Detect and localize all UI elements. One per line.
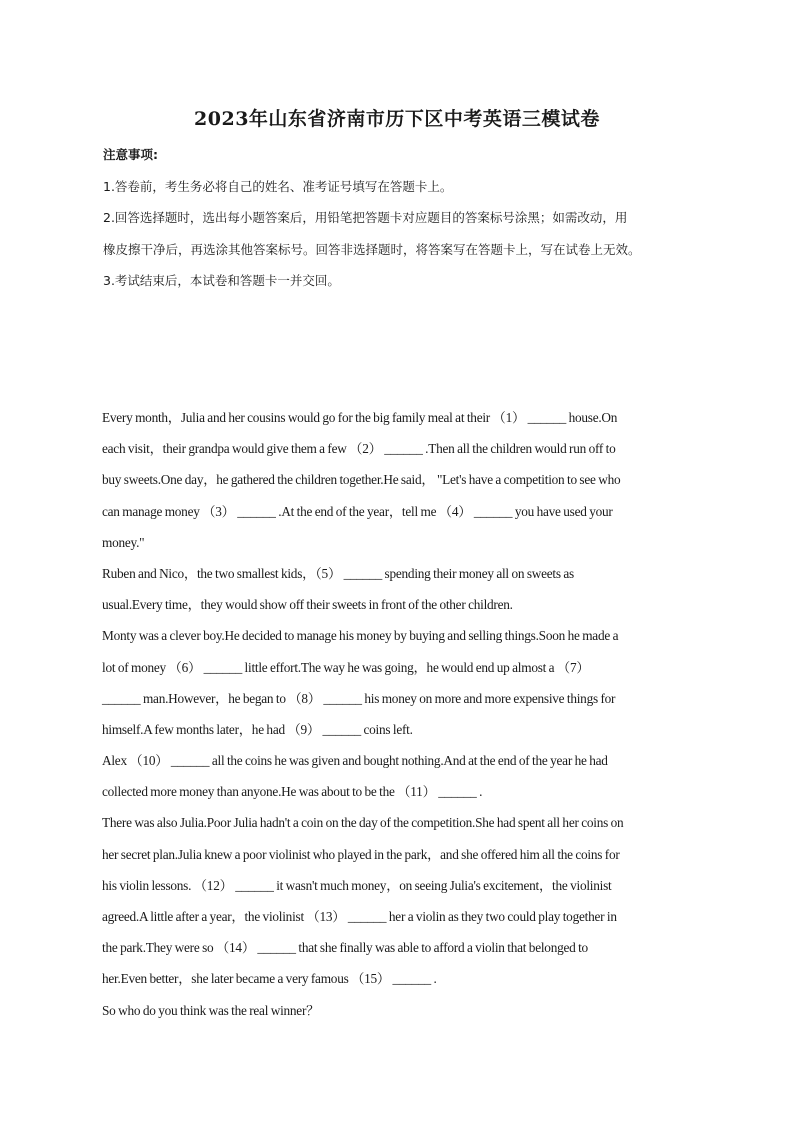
passage-line: money." — [102, 534, 145, 550]
notes-heading: 注意事项: — [103, 147, 158, 162]
passage-line: himself.A few months later，he had （9） ______ coins left. — [102, 721, 413, 737]
passage-line: the park.They were so （14） ______ that she finally was able to afford a violin that belonged to — [102, 940, 588, 956]
passage-line: usual.Every time，they would show off their sweets in front of the other children. — [102, 597, 513, 613]
passage-line: her.Even better，she later became a very famous （15） ______ . — [102, 971, 437, 987]
note-line: 2.回答选择题时，选出每小题答案后，用铅笔把答题卡对应题目的答案标号涂黑；如需改动，用 — [103, 210, 628, 225]
passage-line: ______ man.However，he began to （8） ______ his money on more and more expensive things for — [102, 690, 616, 706]
passage-line: Alex （10） ______ all the coins he was given and bought nothing.And at the end of the year he had — [102, 753, 608, 769]
passage-line: agreed.A little after a year，the violinist （13） ______ her a violin as they two could play together in — [102, 909, 617, 924]
passage-line: Monty was a clever boy.He decided to manage his money by buying and selling things.Soon he made a — [102, 628, 619, 644]
passage-line: Ruben and Nico，the two smallest kids，（5） ______ spending their money all on sweets as — [102, 565, 574, 581]
passage-line: There was also Julia.Poor Julia hadn't a coin on the day of the competition.She had spent all her coins on — [102, 815, 624, 831]
passage-line: So who do you think was the real winner？ — [102, 1002, 320, 1018]
cloze-passage — [102, 408, 702, 1032]
page-title: 2023年山东省济南市历下区中考英语三模试卷 — [194, 108, 600, 130]
note-line: 1.答卷前，考生务必将自己的姓名、准考证号填写在答题卡上。 — [103, 178, 453, 194]
note-line: 橡皮擦干净后，再选涂其他答案标号。回答非选择题时，将答案写在答题卡上，写在试卷上无效。 — [103, 241, 641, 257]
passage-line: each visit，their grandpa would give them a few （2） ______ .Then all the children would run off to — [102, 441, 616, 457]
passage-line: buy sweets.One day，he gathered the children together.He said， "Let's have a competition to see who — [102, 472, 621, 488]
note-line: 3.考试结束后，本试卷和答题卡一并交回。 — [103, 273, 340, 288]
notes-section — [103, 146, 703, 304]
passage-line: collected more money than anyone.He was about to be the （11） ______ . — [102, 784, 483, 800]
passage-line: her secret plan.Julia knew a poor violinist who played in the park，and she offered him all the coins for — [102, 846, 620, 862]
passage-line: lot of money （6） ______ little effort.The way he was going，he would end up almost a （7） — [102, 659, 590, 675]
passage-line: Every month，Julia and her cousins would go for the big family meal at their （1） ______ house.On — [102, 410, 618, 425]
passage-line: his violin lessons. （12） ______ it wasn't much money，on seeing Julia's excitement，the violinist — [102, 877, 612, 893]
passage-line: can manage money （3） ______ .At the end of the year，tell me （4） ______ you have used your — [102, 503, 613, 519]
